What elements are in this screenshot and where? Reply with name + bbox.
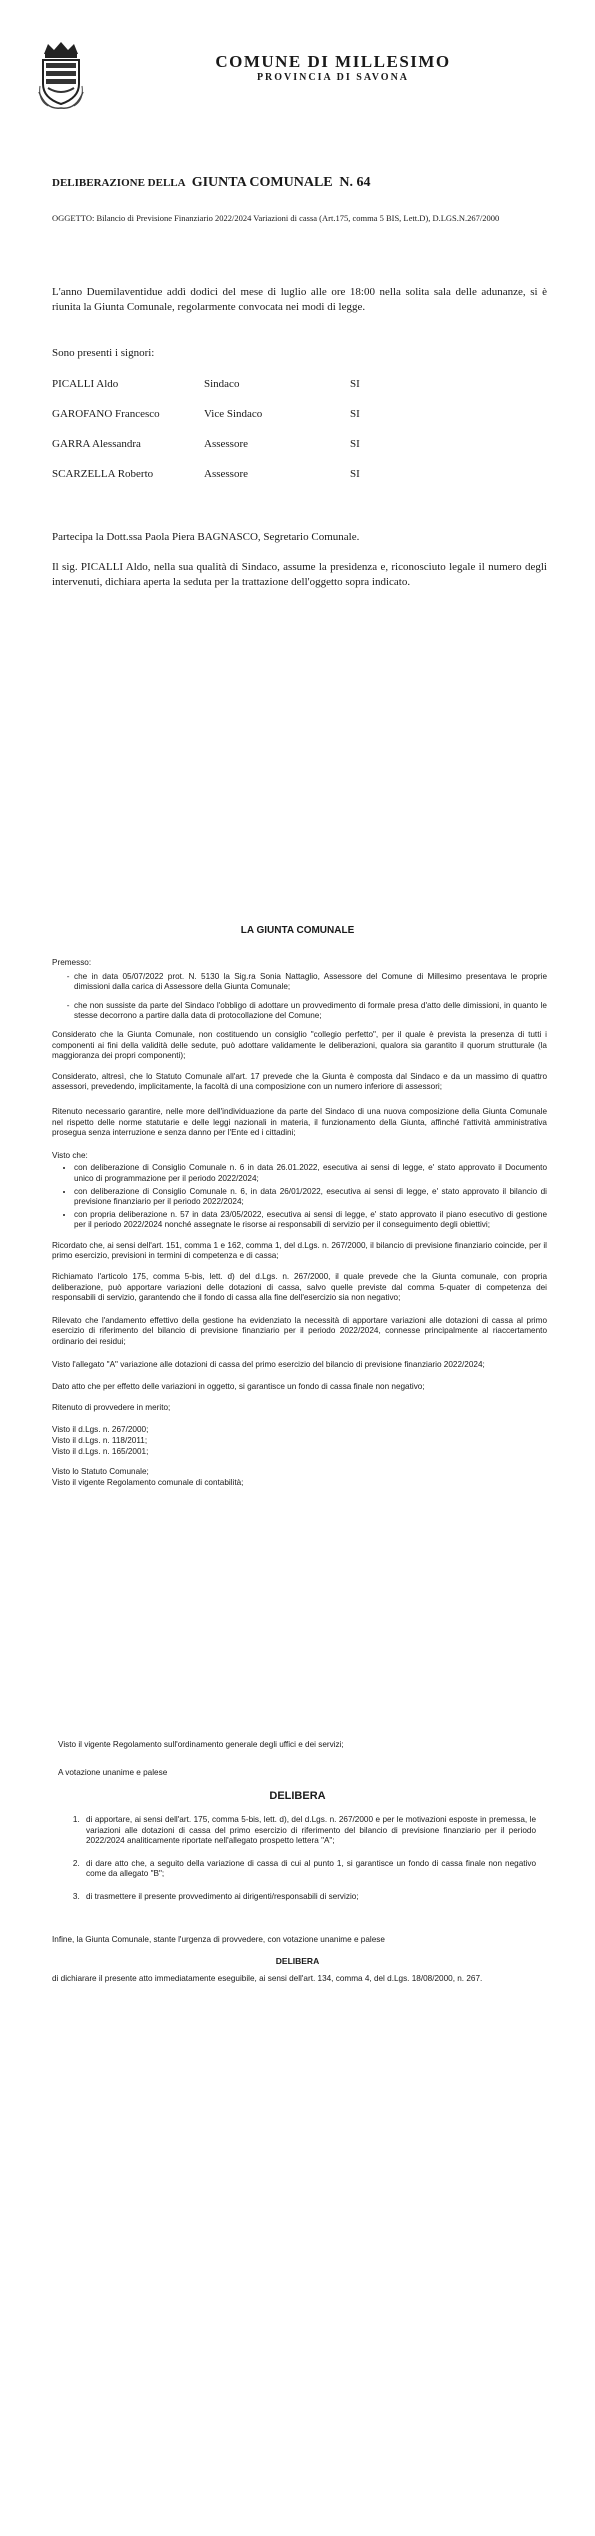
immediata-text: di dichiarare il presente atto immediatamente eseguibile, ai sensi dell'art. 134, comma 4, del d.Lgs. 18/08/2000, n. 267. bbox=[52, 1974, 483, 1983]
list-item: • con propria deliberazione n. 57 in data 23/05/2022, esecutiva ai sensi di legge, e' stato approvato il piano esecutivo di gestione per il periodo 2022/2024 nonché assegnate le risorse ai responsabili di servizio per il conseguimento degli obiettivi; bbox=[74, 1210, 547, 1231]
visto-list bbox=[52, 1163, 547, 1231]
votazione-text: A votazione unanime e palese bbox=[58, 1768, 168, 1777]
richiamato-paragraph: Richiamato l'articolo 175, comma 5-bis, lett. d) del d.Lgs. n. 267/2000, il quale prevede che la Giunta comunale, con propria deliberazione, può apportare variazioni delle dotazioni di cassa, salvo quelle previste dal comma 5-quater di competenza dei responsabili di servizio, garantendo che il fondo di cassa alla fine dell'esercizio sia non negativo; bbox=[52, 1272, 547, 1303]
presente-name: GARRA Alessandra bbox=[52, 438, 141, 450]
presente-name: PICALLI Aldo bbox=[52, 378, 119, 390]
list-item: - che non sussiste da parte del Sindaco l'obbligo di adottare un provvedimento di formale presa d'atto delle dimissioni, in quanto le stesse decorrono a partire dalla data di protocollazione del Comune; bbox=[74, 1001, 547, 1022]
delibera-list-wrap bbox=[58, 1815, 536, 1909]
presente-status: SI bbox=[350, 438, 360, 450]
delibera-title: DELIBERA bbox=[269, 1790, 326, 1802]
rilevato-paragraph: Rilevato che l'andamento effettivo della gestione ha evidenziato la necessità di apportare variazioni alle dotazioni di cassa al primo esercizio di riferimento del bilancio di previsione finanziario per il periodo 2022/2024, connesse principalmente al riaccertamento ordinario dei residui; bbox=[52, 1315, 547, 1347]
ricordato-paragraph: Ricordato che, ai sensi dell'art. 151, comma 1 e 162, comma 1, del d.Lgs. n. 267/2000, il bilancio di previsione finanziario coincide, per il primo esercizio, previsioni in termini di competenza e di cassa; bbox=[52, 1240, 547, 1261]
visto-regolamento-uffici: Visto il vigente Regolamento sull'ordinamento generale degli uffici e dei servizi; bbox=[58, 1740, 344, 1749]
giunta-label: GIUNTA COMUNALE bbox=[191, 175, 333, 190]
list-item: Visto il d.Lgs. n. 267/2000; bbox=[52, 1425, 149, 1435]
list-item: - che in data 05/07/2022 prot. N. 5130 la Sig.ra Sonia Nattaglio, Assessore del Comune di Millesimo presentava le proprie dimissioni dalla carica di Assessore della Giunta Comunale; bbox=[74, 972, 547, 993]
list-item: 3. di trasmettere il presente provvedimento ai dirigenti/responsabili di servizio; bbox=[82, 1892, 536, 1903]
presente-row bbox=[52, 408, 382, 438]
dato-atto-paragraph: Dato atto che per effetto delle variazioni in oggetto, si garantisce un fondo di cassa finale non negativo; bbox=[52, 1382, 425, 1392]
ritenuto-paragraph: Ritenuto necessario garantire, nelle more dell'individuazione da parte del Sindaco di una nuova composizione della Giunta Comunale nel rispetto delle norme statutarie e delle leggi nazionali in materia, il funzionamento della Giunta, affinché l'attività amministrativa prosegua senza interruzione e senza danno per l'Ente ed i cittadini; bbox=[52, 1106, 547, 1138]
presente-row bbox=[52, 438, 382, 468]
presente-status: SI bbox=[350, 408, 360, 420]
presente-role: Assessore bbox=[204, 468, 248, 480]
municipal-crest-logo bbox=[38, 40, 84, 112]
visti-leggi-list bbox=[52, 1425, 547, 1457]
presidenza-paragraph: Il sig. PICALLI Aldo, nella sua qualità di Sindaco, assume la presidenza e, riconosciuto legale il numero degli intervenuti, dichiara aperta la seduta per la trattazione dell'oggetto sopra indicato. bbox=[52, 561, 547, 588]
presente-status: SI bbox=[350, 468, 360, 480]
presenti-list bbox=[52, 378, 382, 498]
ritenuto-provvedere: Ritenuto di provvedere in merito; bbox=[52, 1402, 171, 1412]
deliberazione-prefix: DELIBERAZIONE DELLA bbox=[52, 177, 185, 189]
oggetto-text: OGGETTO: Bilancio di Previsione Finanziario 2022/2024 Variazioni di cassa (Art.175, comma 5 BIS, Lett.D), D.LGS.N.267/2000 bbox=[52, 213, 500, 223]
infine-text: Infine, la Giunta Comunale, stante l'urgenza di provvedere, con votazione unanime e palese bbox=[52, 1935, 385, 1944]
delibera-list bbox=[58, 1815, 536, 1903]
visti-regolamenti-list bbox=[52, 1467, 547, 1488]
presente-row bbox=[52, 378, 382, 408]
list-item: 1. di apportare, ai sensi dell'art. 175, comma 5-bis, lett. d), del d.Lgs. n. 267/2000 e per le motivazioni esposte in premessa, le variazioni alle dotazioni di cassa del primo esercizio di riferimento del bilancio di previsione finanziario per il periodo 2022/2024 analiticamente riportate nell'allegato prospetto lettera "A"; bbox=[82, 1815, 536, 1847]
intro-paragraph: L'anno Duemilaventidue addì dodici del mese di luglio alle ore 18:00 nella solita sala delle adunanze, si è riunita la Giunta Comunale, regolarmente convocata nei modi di legge. bbox=[52, 286, 547, 313]
list-item: Visto lo Statuto Comunale; bbox=[52, 1467, 149, 1477]
visto-allegato-paragraph: Visto l'allegato "A" variazione alle dotazioni di cassa del primo esercizio del bilancio di previsione finanziario 2022/2024; bbox=[52, 1359, 485, 1369]
presente-role: Vice Sindaco bbox=[204, 408, 263, 420]
premesso-label: Premesso: bbox=[52, 958, 92, 967]
deliberazione-heading bbox=[52, 175, 371, 191]
deliberazione-number: N. 64 bbox=[339, 175, 371, 190]
list-item: • con deliberazione di Consiglio Comunale n. 6, in data 26/01/2022, esecutiva ai sensi di legge, e' stato approvato il bilancio di previsione finanziario per il periodo 2022/2024; bbox=[74, 1187, 547, 1208]
comune-title: COMUNE DI MILLESIMO bbox=[215, 52, 451, 71]
segretario-text: Partecipa la Dott.ssa Paola Piera BAGNASCO, Segretario Comunale. bbox=[52, 531, 360, 543]
considerato-altresi-paragraph: Considerato, altresì, che lo Statuto Comunale all'art. 17 prevede che la Giunta è composta dal Sindaco e da un massimo di quattro assessori, prevedendo, implicitamente, la facoltà di una composizione con un numero inferiore di assessori; bbox=[52, 1071, 547, 1092]
visto-label: Visto che: bbox=[52, 1150, 88, 1160]
presente-role: Assessore bbox=[204, 438, 248, 450]
presente-role: Sindaco bbox=[204, 378, 240, 390]
presente-row bbox=[52, 468, 382, 498]
list-item: 2. di dare atto che, a seguito della variazione di cassa di cui al punto 1, si garantisce un fondo di cassa finale non negativo come da allegato "B"; bbox=[82, 1859, 536, 1880]
presente-name: SCARZELLA Roberto bbox=[52, 468, 154, 480]
considerato-paragraph: Considerato che la Giunta Comunale, non costituendo un consiglio "collegio perfetto", per il quale è prevista la presenza di tutti i componenti ai fini della validità delle sedute, può adottare validamente le deliberazioni, qualora sia garantito il quorum strutturale (la maggioranza dei propri componenti); bbox=[52, 1029, 547, 1061]
giunta-section-title: LA GIUNTA COMUNALE bbox=[240, 925, 355, 936]
premesso-list bbox=[52, 972, 547, 1022]
presente-name: GAROFANO Francesco bbox=[52, 408, 160, 420]
list-item: Visto il vigente Regolamento comunale di contabilità; bbox=[52, 1477, 244, 1487]
list-item: • con deliberazione di Consiglio Comunale n. 6 in data 26.01.2022, esecutiva ai sensi di legge, e' stato approvato il Documento unico di programmazione per il periodo 2022/2024; bbox=[74, 1163, 547, 1184]
presenti-label: Sono presenti i signori: bbox=[52, 347, 155, 359]
list-item: Visto il d.Lgs. n. 118/2011; bbox=[52, 1436, 148, 1445]
list-item: Visto il d.Lgs. n. 165/2001; bbox=[52, 1446, 149, 1456]
provincia-subtitle: PROVINCIA DI SAVONA bbox=[256, 72, 410, 83]
presente-status: SI bbox=[350, 378, 360, 390]
delibera-immediata-title: DELIBERA bbox=[275, 1956, 320, 1966]
giunta-body bbox=[52, 958, 547, 1488]
